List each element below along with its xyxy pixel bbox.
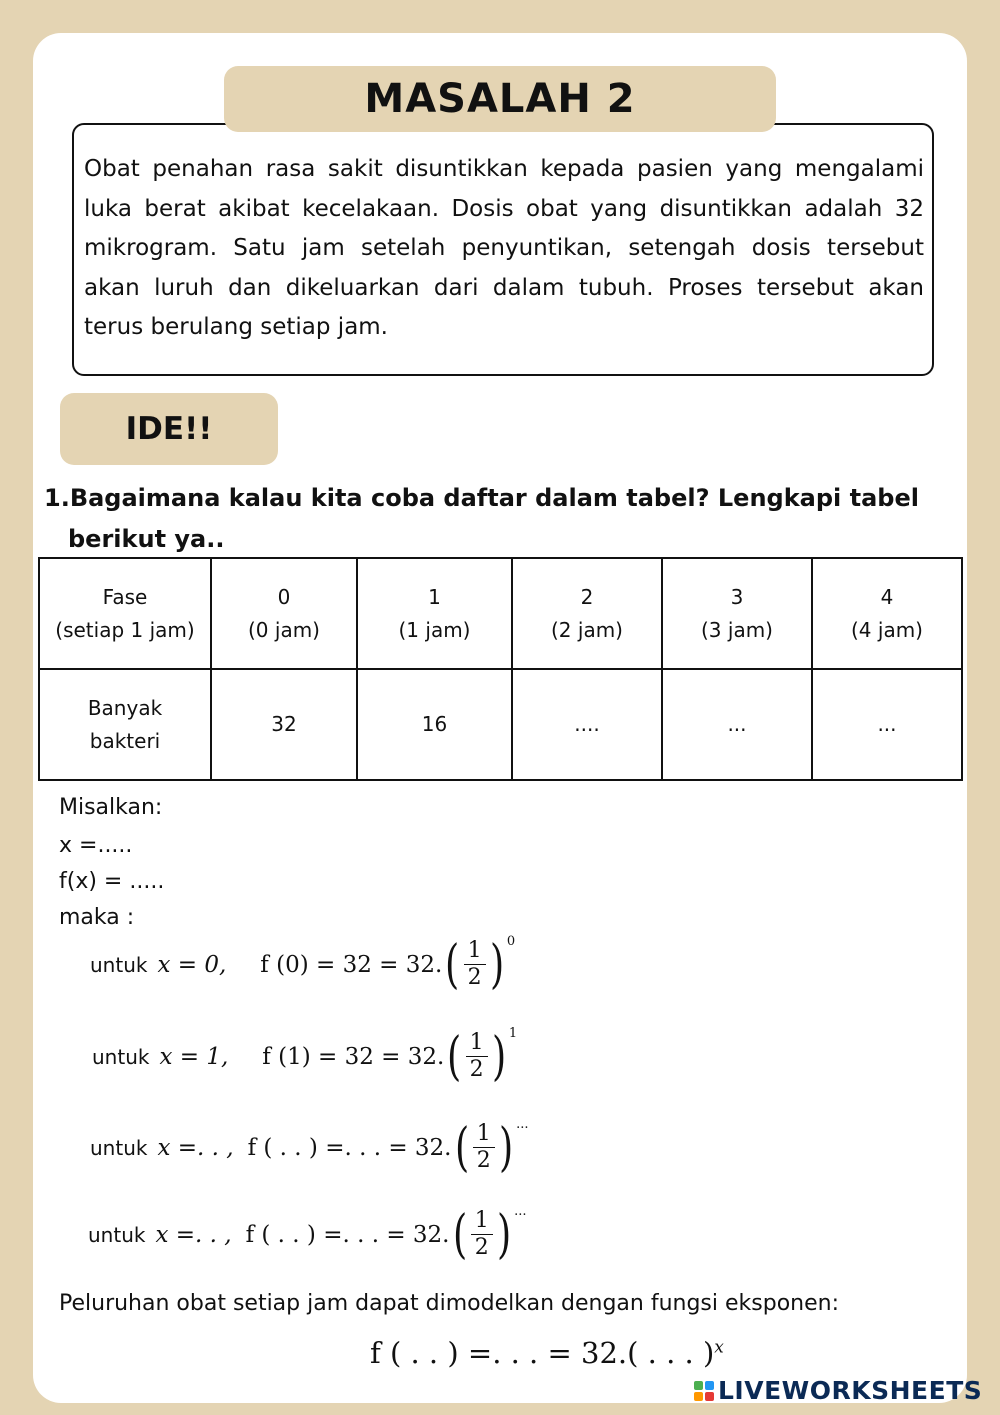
step-1: [90, 934, 516, 995]
right-paren: ): [489, 934, 504, 995]
exponent: 1: [508, 1026, 518, 1041]
step-label: untuk: [92, 1044, 150, 1069]
phase-cell: [812, 558, 962, 669]
step-3[interactable]: [90, 1117, 529, 1178]
step-fx: f (0) = 32 = 32.: [260, 951, 443, 978]
left-paren: (: [445, 934, 460, 995]
step-label: untuk: [90, 1135, 148, 1160]
left-paren: (: [452, 1204, 467, 1265]
value-cell: 16: [357, 669, 512, 780]
right-paren: ): [496, 1204, 512, 1265]
model-formula[interactable]: [370, 1336, 724, 1370]
question-text: [44, 478, 964, 560]
value-header-label: Banyak: [87, 695, 163, 720]
phase-cell: [211, 558, 357, 669]
phase-hours: (4 jam): [851, 617, 923, 642]
phase-hours: (1 jam): [398, 617, 471, 642]
left-paren: (: [454, 1117, 469, 1178]
page-title: MASALAH 2: [224, 66, 776, 132]
phase-number: 4: [880, 584, 894, 609]
fraction: [471, 1208, 493, 1261]
fraction-numerator: 1: [466, 1030, 488, 1057]
phase-cell: [512, 558, 662, 669]
liveworksheets-logo: [694, 1376, 982, 1405]
logo-icon: [694, 1381, 714, 1401]
phase-number: 2: [580, 584, 594, 609]
fx-definition[interactable]: f(x) = .....: [59, 869, 165, 894]
step-x[interactable]: x =. . ,: [157, 1134, 234, 1161]
exponent[interactable]: ...: [514, 1204, 527, 1219]
step-x: x = 1,: [159, 1043, 229, 1070]
phase-cell: [357, 558, 512, 669]
step-fx[interactable]: f ( . . ) =. . . = 32.: [245, 1221, 450, 1248]
step-fx: f (1) = 32 = 32.: [262, 1043, 445, 1070]
answer-cell[interactable]: ...: [812, 669, 962, 780]
maka-label: maka :: [59, 905, 135, 930]
step-label: untuk: [88, 1222, 146, 1247]
value-cell: 32: [211, 669, 357, 780]
fraction-numerator: 1: [471, 1208, 493, 1235]
model-formula-body[interactable]: f ( . . ) =. . . = 32.( . . . ): [370, 1336, 715, 1370]
left-paren: (: [447, 1026, 462, 1087]
misalkan-label: Misalkan:: [59, 795, 163, 820]
idea-label: IDE!!: [60, 393, 278, 465]
right-paren: ): [498, 1117, 514, 1178]
phase-hours: (3 jam): [701, 617, 773, 642]
x-definition[interactable]: x =.....: [59, 833, 133, 858]
step-x[interactable]: x =. . ,: [155, 1221, 232, 1248]
phase-header-cell: [39, 558, 211, 669]
fraction-numerator: 1: [464, 938, 486, 965]
phase-number: 1: [428, 584, 441, 609]
fraction: [473, 1121, 495, 1174]
step-2: [92, 1026, 518, 1087]
model-formula-exponent: x: [714, 1337, 724, 1358]
value-header-cell: [39, 669, 211, 780]
exponent: 0: [506, 934, 516, 949]
step-fx[interactable]: f ( . . ) =. . . = 32.: [247, 1134, 452, 1161]
dose-table: [38, 557, 963, 781]
value-header-sublabel: bakteri: [89, 728, 161, 753]
fraction: [464, 938, 486, 991]
exponent[interactable]: ...: [516, 1117, 529, 1132]
phase-hours: (0 jam): [248, 617, 320, 642]
phase-header-label: Fase: [102, 584, 148, 609]
answer-cell[interactable]: ....: [512, 669, 662, 780]
step-4[interactable]: [88, 1204, 527, 1265]
problem-text: Obat penahan rasa sakit disuntikkan kepada pasien yang mengalami luka berat akibat kecelakaan. Dosis obat yang disuntikkan adalah 32 mikrogram. Satu jam setelah penyuntikan, setengah dosis tersebut akan luruh dan dikeluarkan dari dalam tubuh. Proses tersebut akan terus berulang setiap jam.: [84, 156, 924, 340]
phase-number: 0: [277, 584, 291, 609]
fraction-denominator: 2: [469, 1057, 484, 1082]
right-paren: ): [491, 1026, 506, 1087]
phase-hours: (2 jam): [551, 617, 623, 642]
fraction-denominator: 2: [476, 1148, 491, 1173]
question-line-1: 1.Bagaimana kalau kita coba daftar dalam tabel? Lengkapi tabel: [44, 484, 919, 512]
answer-cell[interactable]: ...: [662, 669, 812, 780]
model-description: Peluruhan obat setiap jam dapat dimodelkan dengan fungsi eksponen:: [59, 1291, 839, 1316]
step-x: x = 0,: [157, 951, 227, 978]
table-value-row: [39, 669, 962, 780]
question-line-2: berikut ya..: [68, 525, 225, 553]
fraction-numerator: 1: [473, 1121, 495, 1148]
table-header-row: [39, 558, 962, 669]
step-label: untuk: [90, 952, 148, 977]
phase-cell: [662, 558, 812, 669]
fraction-denominator: 2: [467, 965, 482, 990]
fraction: [466, 1030, 488, 1083]
fraction-denominator: 2: [474, 1235, 489, 1260]
logo-text: LIVEWORKSHEETS: [718, 1376, 983, 1405]
phase-number: 3: [730, 584, 744, 609]
phase-header-sublabel: (setiap 1 jam): [55, 617, 195, 642]
